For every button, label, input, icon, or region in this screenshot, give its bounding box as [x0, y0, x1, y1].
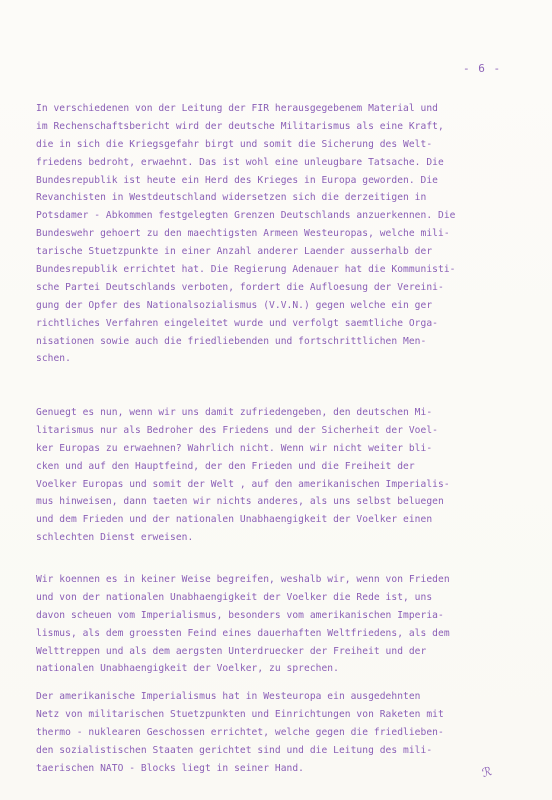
text-line: Genuegt es nun, wenn wir uns damit zufriedengeben, den deutschen Mi-	[36, 407, 433, 418]
page-number: - 6 -	[463, 62, 502, 75]
text-line: schen.	[36, 353, 71, 365]
text-line: friedens bedroht, erwaehnt. Das ist wohl eine unleugbare Tatsache. Die	[36, 156, 444, 168]
text-line: gung der Opfer des Nationalsozialismus (V.V.N.) gegen welche ein ger	[36, 299, 433, 311]
text-line: davon scheuen vom Imperialismus, besonders vom amerikanischen Imperia-	[36, 609, 444, 621]
text-line: und dem Frieden und der nationalen Unabhaengigkeit der Voelker einen	[36, 514, 433, 526]
text-line: taerischen NATO - Blocks liegt in seiner Hand.	[36, 762, 304, 774]
paragraph-3	[36, 571, 522, 678]
text-line: Bundesrepublik errichtet hat. Die Regierung Adenauer hat die Kommunisti-	[36, 264, 456, 276]
text-line: Bundesrepublik ist heute ein Herd des Krieges in Europa geworden. Die	[36, 174, 438, 186]
text-line: im Rechenschaftsbericht wird der deutsche Militarismus als eine Kraft,	[36, 120, 444, 132]
text-line: litarismus nur als Bedroher des Friedens und der Sicherheit der Voel-	[36, 424, 438, 436]
text-line: nationalen Unabhaengigkeit der Voelker, zu sprechen.	[36, 663, 339, 675]
text-line: tarische Stuetzpunkte in einer Anzahl anderer Laender ausserhalb der	[36, 246, 433, 258]
text-line: Bundeswehr gehoert zu den maechtigsten Armeen Westeuropas, welche mili-	[36, 228, 450, 240]
text-line: nisationen sowie auch die friedliebenden und fortschrittlichen Men-	[36, 335, 427, 347]
paragraph-1	[36, 100, 522, 368]
margin-mark: ℛ	[480, 763, 494, 781]
text-line: den sozialistischen Staaten gerichtet sind und die Leitung des mili-	[36, 744, 433, 756]
text-line: ker Europas zu erwaehnen? Wahrlich nicht. Wenn wir nicht weiter bli-	[36, 442, 433, 454]
paragraph-2	[36, 404, 522, 547]
text-line: Voelker Europas und somit der Welt , auf den amerikanischen Imperialis-	[36, 478, 450, 490]
text-line: die in sich die Kriegsgefahr birgt und somit die Sicherung des Welt-	[36, 138, 433, 150]
text-line: Wir koennen es in keiner Weise begreifen, weshalb wir, wenn von Frieden	[36, 574, 450, 585]
text-line: Der amerikanische Imperialismus hat in Westeuropa ein ausgedehnten	[36, 691, 421, 702]
text-line: cken und auf den Hauptfeind, der den Frieden und die Freiheit der	[36, 460, 415, 472]
text-line: Revanchisten in Westdeutschland widersetzen sich die derzeitigen in	[36, 192, 427, 204]
text-line: Potsdamer - Abkommen festgelegten Grenzen Deutschlands anzuerkennen. Die	[36, 210, 456, 222]
text-line: lismus, als dem groessten Feind eines dauerhaften Weltfriedens, als dem	[36, 627, 450, 639]
text-line: Welttreppen und als dem aergsten Unterdruecker der Freiheit und der	[36, 645, 427, 657]
text-line: und von der nationalen Unabhaengigkeit der Voelker die Rede ist, uns	[36, 591, 433, 603]
text-line: In verschiedenen von der Leitung der FIR herausgegebenem Material und	[36, 103, 438, 114]
text-line: thermo - nuklearen Geschossen errichtet, welche gegen die friedlieben-	[36, 726, 444, 738]
text-line: mus hinweisen, dann taeten wir nichts anderes, als uns selbst beluegen	[36, 496, 444, 508]
text-line: sche Partei Deutschlands verboten, fordert die Aufloesung der Vereini-	[36, 281, 444, 293]
text-line: schlechten Dienst erweisen.	[36, 532, 194, 544]
paragraph-4	[36, 688, 522, 777]
text-line: Netz von militarischen Stuetzpunkten und Einrichtungen von Raketen mit	[36, 708, 444, 720]
text-line: richtliches Verfahren eingeleitet wurde und verfolgt saemtliche Orga-	[36, 317, 438, 329]
